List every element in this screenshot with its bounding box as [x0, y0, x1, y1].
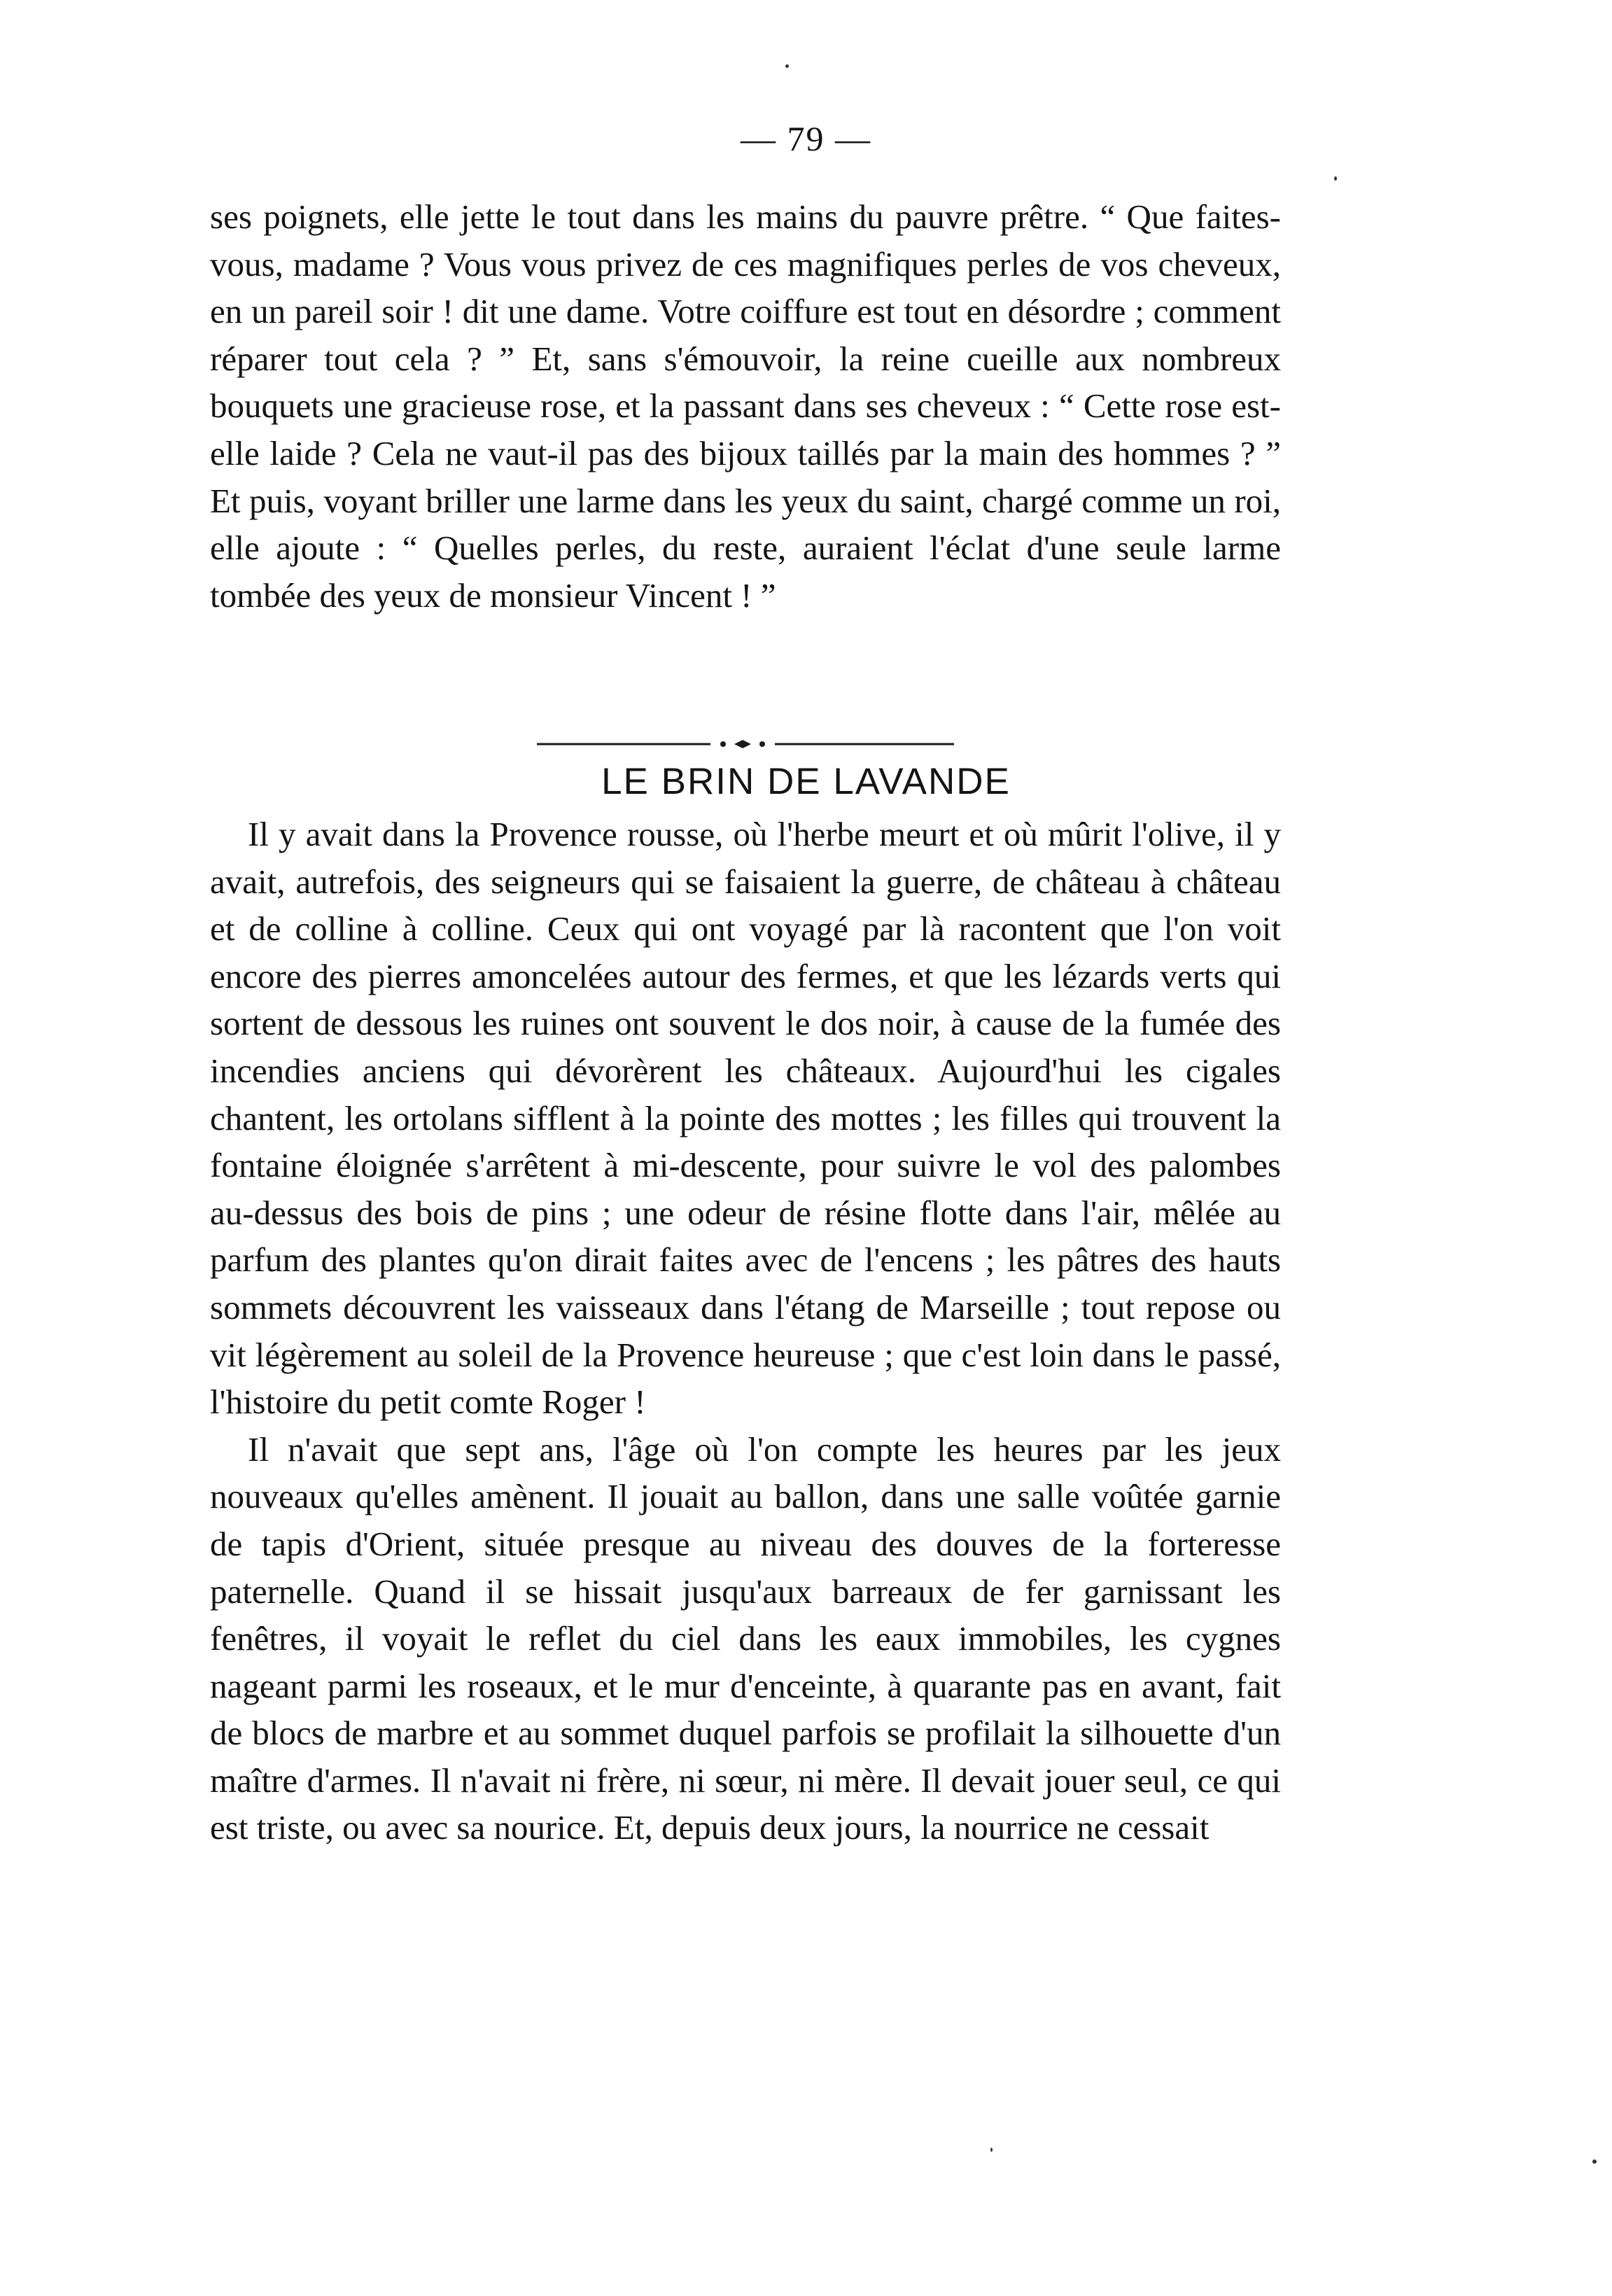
section-divider: [535, 739, 955, 749]
section-text-block: [210, 811, 1281, 1851]
intro-text-block: [210, 193, 1281, 619]
section-title: LE BRIN DE LAVANDE: [601, 761, 1011, 802]
print-speck: [1592, 2160, 1597, 2164]
print-speck: [990, 2148, 993, 2152]
page-number: — 79 —: [741, 119, 871, 158]
section-paragraph: Il n'avait que sept ans, l'âge où l'on compte les heures par les jeux nouveaux qu'elles amènent. Il jouait au ballon, dans une salle voûtée garnie de tapis d'Orient, située presque au niveau des douves de la forteresse paternelle. Quand il se hissait jusqu'aux barreaux de fer garnissant les fenêtres, il voyait le reflet du ciel dans les eaux immobiles, les cygnes nageant parmi les roseaux, et le mur d'enceinte, à quarante pas en avant, fait de blocs de marbre et au sommet duquel parfois se profilait la silhouette d'un maître d'armes. Il n'avait ni frère, ni sœur, ni mère. Il devait jouer seul, ce qui est triste, ou avec sa nourice. Et, depuis deux jours, la nourrice ne cessait: [210, 1429, 1281, 1847]
intro-paragraph: ses poignets, elle jette le tout dans les mains du pauvre prêtre. “ Que faites-vous, madame ? Vous vous privez de ces magnifiques perles de vos cheveux, en un pareil soir ! dit une dame. Votre coiffure est tout en désordre ; comment réparer tout cela ? ” Et, sans s'émouvoir, la reine cueille aux nombreux bouquets une gracieuse rose, et la passant dans ses cheveux : “ Cette rose est-elle laide ? Cela ne vaut-il pas des bijoux taillés par la main des hommes ? ” Et puis, voyant briller une larme dans les yeux du saint, chargé comme un roi, elle ajoute : “ Quelles perles, du reste, auraient l'éclat d'une seule larme tombée des yeux de monsieur Vincent ! ”: [210, 197, 1281, 615]
print-speck: [785, 64, 789, 68]
print-speck: [1334, 176, 1337, 181]
section-paragraph: Il y avait dans la Provence rousse, où l'herbe meurt et où mûrit l'olive, il y avait, autrefois, des seigneurs qui se faisaient la guerre, de château à château et de colline à colline. Ceux qui ont voyagé par là racontent que l'on voit encore des pierres amoncelées autour des fermes, et que les lézards verts qui sortent de dessous les ruines ont souvent le dos noir, à cause de la fumée des incendies anciens qui dévorèrent les châteaux. Aujourd'hui les cigales chantent, les ortolans sifflent à la pointe des mottes ; les filles qui trouvent la fontaine éloignée s'arrêtent à mi-descente, pour suivre le vol des palombes au-dessus des bois de pins ; une odeur de résine flotte dans l'air, mêlée au parfum des plantes qu'on dirait faites avec de l'encens ; les pâtres des hauts sommets découvrent les vaisseaux dans l'étang de Marseille ; tout repose ou vit légèrement au soleil de la Provence heureuse ; que c'est loin dans le passé, l'histoire du petit comte Roger !: [210, 815, 1281, 1422]
